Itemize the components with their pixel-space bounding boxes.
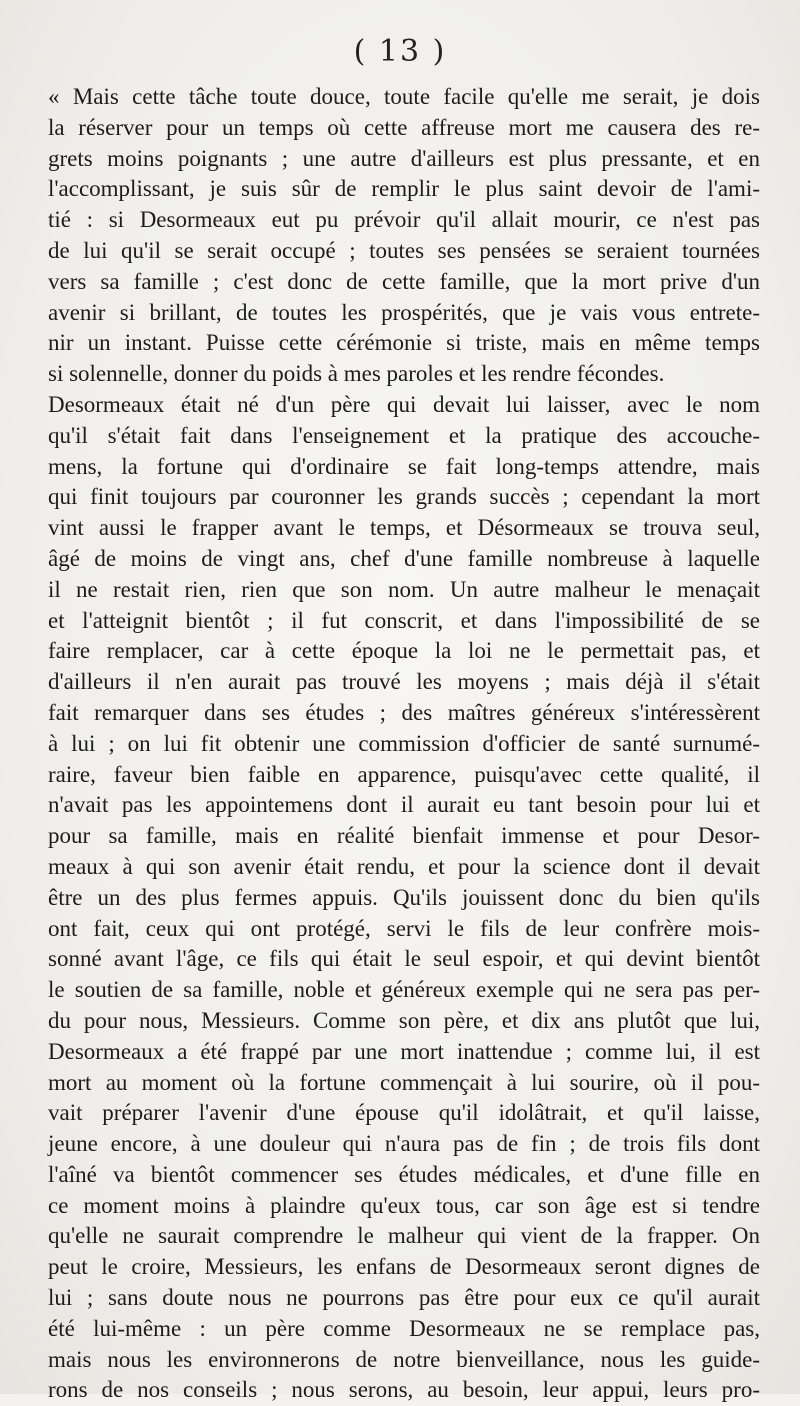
text-line: faire remplacer, car à cette époque la loi ne le permettait pas, et [48,638,760,664]
text-line: vait préparer l'avenir d'une épouse qu'il idolâtrait, et qu'il laisse, [48,1100,760,1126]
text-line: de lui qu'il se serait occupé ; toutes ses pensées se seraient tournées [48,237,760,263]
text-line: lui ; sans doute nous ne pourrons pas être pour eux ce qu'il aurait [48,1285,760,1311]
text-line: vers sa famille ; c'est donc de cette famille, que la mort prive d'un [48,268,760,294]
text-line: le soutien de sa famille, noble et généreux exemple qui ne sera pas per- [48,977,760,1003]
text-line: qui finit toujours par couronner les grands succès ; cependant la mort [48,484,760,510]
text-line: grets moins poignants ; une autre d'ailleurs est plus pressante, et en [48,145,760,171]
text-line: été lui-même : un père comme Desormeaux ne se remplace pas, [48,1315,760,1341]
text-line: l'aîné va bientôt commencer ses études médicales, et d'une fille en [48,1161,760,1187]
text-line: ont fait, ceux qui ont protégé, servi le fils de leur confrère mois- [48,915,760,941]
text-line: ce moment moins à plaindre qu'eux tous, car son âge est si tendre [48,1192,760,1218]
text-line: être un des plus fermes appuis. Qu'ils jouissent donc du bien qu'ils [48,884,760,910]
text-line: raire, faveur bien faible en apparence, puisqu'avec cette qualité, il [48,761,760,787]
text-line: meaux à qui son avenir était rendu, et pour la science dont il devait [48,853,760,879]
body-text [48,82,760,1406]
text-line: la réserver pour un temps où cette affreuse mort me causera des re- [48,114,760,140]
text-line: l'accomplissant, je suis sûr de remplir le plus saint devoir de l'ami- [48,176,760,202]
text-line: mort au moment où la fortune commençait à lui sourire, où il pou- [48,1069,760,1095]
text-line: d'ailleurs il n'en aurait pas trouvé les moyens ; mais déjà il s'était [48,669,760,695]
text-line: « Mais cette tâche toute douce, toute facile qu'elle me serait, je dois [48,84,760,109]
text-line: du pour nous, Messieurs. Comme son père, et dix ans plutôt que lui, [48,1007,760,1033]
text-line: mais nous les environnerons de notre bienveillance, nous les guide- [48,1346,760,1372]
text-line: nir un instant. Puisse cette cérémonie si triste, mais en même temps [48,330,760,356]
text-line: tié : si Desormeaux eut pu prévoir qu'il allait mourir, ce n'est pas [48,207,760,233]
text-line: mens, la fortune qui d'ordinaire se fait long-temps attendre, mais [48,453,760,479]
text-line: fait remarquer dans ses études ; des maîtres généreux s'intéressèrent [48,699,760,725]
text-line: âgé de moins de vingt ans, chef d'une famille nombreuse à laquelle [48,545,760,571]
text-line: avenir si brillant, de toutes les prospérités, que je vais vous entrete- [48,299,760,325]
text-line: qu'elle ne saurait comprendre le malheur qui vient de la frapper. On [48,1223,760,1249]
text-line: peut le croire, Messieurs, les enfans de Desormeaux seront dignes de [48,1254,760,1280]
text-line: si solennelle, donner du poids à mes paroles et les rendre fécondes. [48,361,665,387]
page-number: ( 13 ) [353,34,447,69]
text-line: il ne restait rien, rien que son nom. Un autre malheur le menaçait [48,576,760,602]
text-line: à lui ; on lui fit obtenir une commission d'officier de santé surnumé- [48,730,760,756]
text-line: et l'atteignit bientôt ; il fut conscrit, et dans l'impossibilité de se [48,607,760,633]
text-line: rons de nos conseils ; nous serons, au besoin, leur appui, leurs pro- [48,1377,760,1403]
text-line: pour sa famille, mais en réalité bienfait immense et pour Desor- [48,823,760,849]
text-line: n'avait pas les appointemens dont il aurait eu tant besoin pour lui et [48,792,760,818]
text-line: Desormeaux a été frappé par une mort inattendue ; comme lui, il est [48,1038,760,1064]
text-line: jeune encore, à une douleur qui n'aura pas de fin ; de trois fils dont [48,1131,760,1157]
text-line: vint aussi le frapper avant le temps, et Désormeaux se trouva seul, [48,515,760,541]
text-line: sonné avant l'âge, ce fils qui était le seul espoir, et qui devint bientôt [48,946,760,972]
text-line: Desormeaux était né d'un père qui devait lui laisser, avec le nom [48,391,760,417]
text-line: qu'il s'était fait dans l'enseignement et la pratique des accouche- [48,422,760,448]
